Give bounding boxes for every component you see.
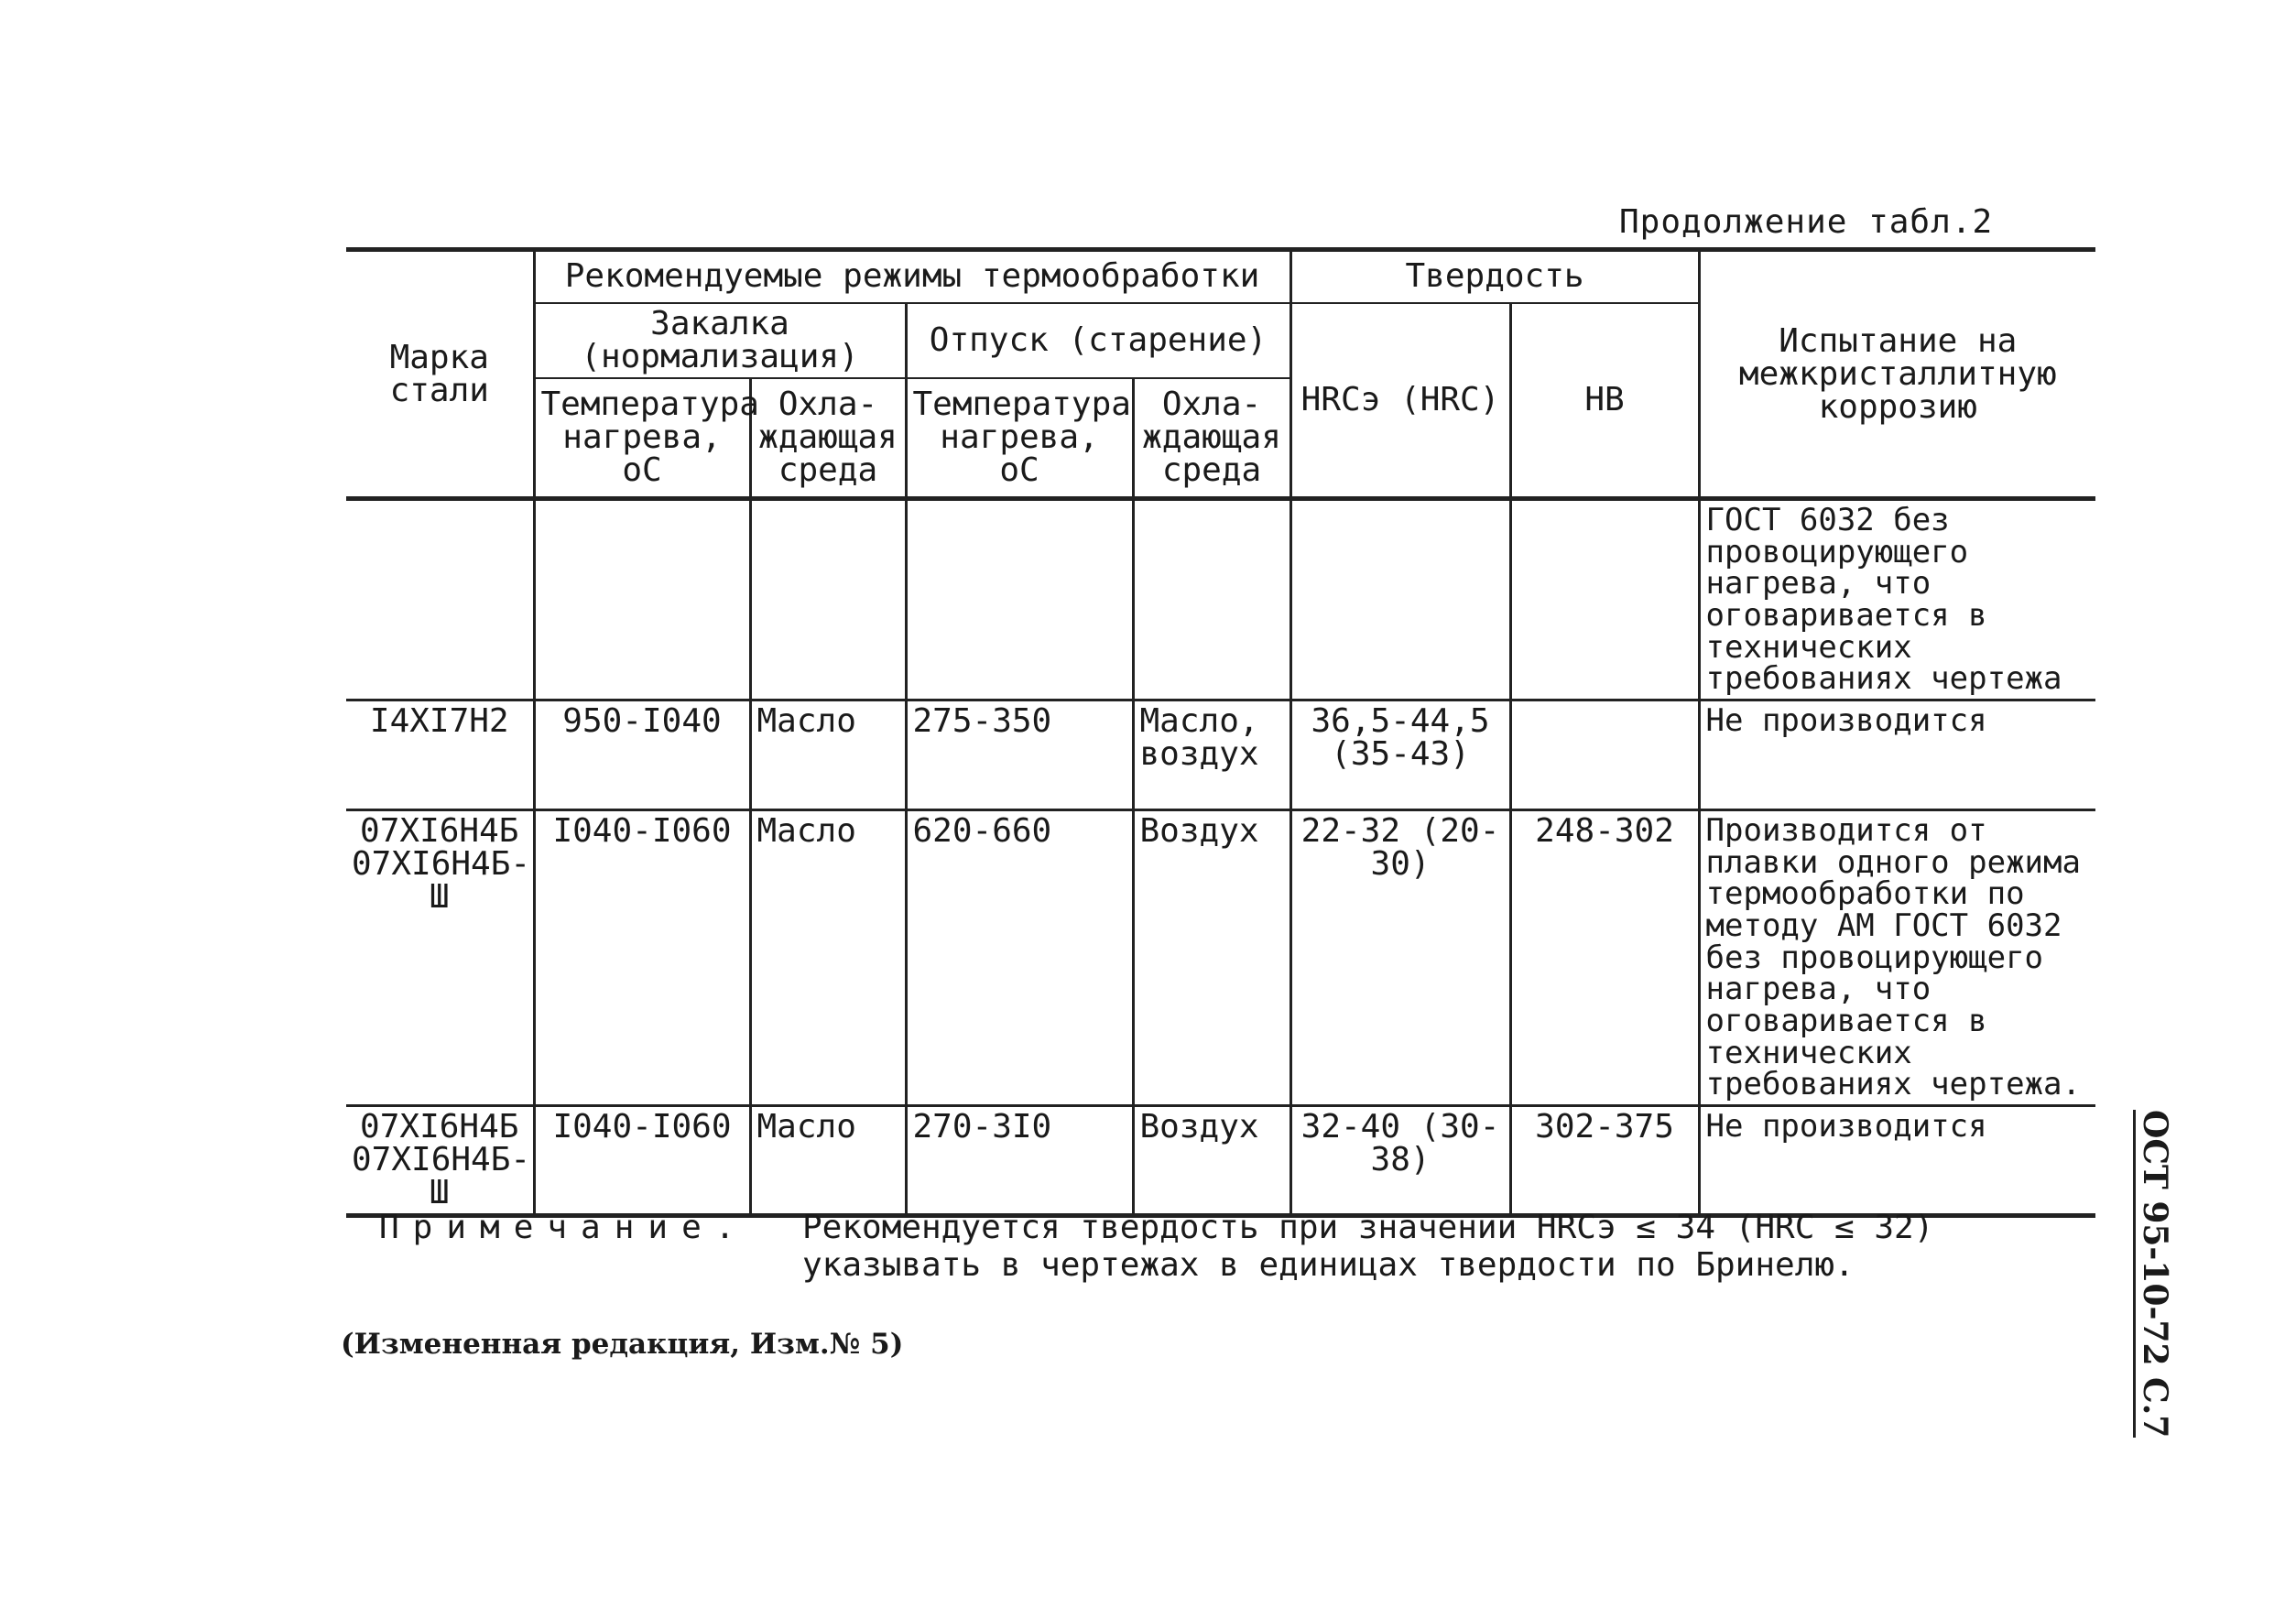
cell-grade: 07XI6H4Б 07XI6H4Б-Ш — [346, 1106, 534, 1216]
cell-hrc: 22-32 (20-30) — [1290, 810, 1510, 1106]
header-temper-temperature: Температура нагрева, оС — [906, 378, 1133, 499]
note-label: Примечание. — [379, 1209, 749, 1246]
table-row — [346, 810, 2095, 1106]
table-row — [346, 499, 2095, 700]
cell-temper-medium: Воздух — [1133, 810, 1290, 1106]
cell-quench-medium: Масло — [750, 810, 906, 1106]
cell-corrosion-test: ГОСТ 6032 без провоцирующего нагрева, что оговаривается в технических требованиях чертежа — [1699, 499, 2095, 700]
header-grade: Марка стали — [346, 250, 534, 499]
header-quench: Закалка (нормализация) — [534, 303, 906, 378]
cell-temper-medium: Масло, воздух — [1133, 700, 1290, 810]
table-continuation-label: Продолжение табл.2 — [1619, 203, 1994, 241]
header-temper-medium: Охла-ждающая среда — [1133, 378, 1290, 499]
header-quench-medium: Охла-ждающая среда — [750, 378, 906, 499]
cell-quench-temperature — [534, 499, 750, 700]
cell-temper-temperature — [906, 499, 1133, 700]
cell-hrc: 32-40 (30-38) — [1290, 1106, 1510, 1216]
cell-temper-temperature: 275-350 — [906, 700, 1133, 810]
cell-hb: 302-375 — [1510, 1106, 1699, 1216]
cell-temper-temperature: 270-3I0 — [906, 1106, 1133, 1216]
header-hb: HB — [1510, 303, 1699, 499]
cell-quench-temperature: I040-I060 — [534, 1106, 750, 1216]
cell-corrosion-test: Не производится — [1699, 1106, 2095, 1216]
document-code-text: ОСТ 95-10-72 С.7 — [2133, 1110, 2174, 1438]
cell-quench-medium: Масло — [750, 1106, 906, 1216]
cell-quench-medium: Масло — [750, 700, 906, 810]
document-code — [2136, 1110, 2174, 1439]
cell-hb — [1510, 700, 1699, 810]
cell-quench-temperature: I040-I060 — [534, 810, 750, 1106]
heat-treatment-table — [346, 247, 2095, 1218]
cell-hb: 248-302 — [1510, 810, 1699, 1106]
cell-grade: 07XI6H4Б 07XI6H4Б-Ш — [346, 810, 534, 1106]
cell-temper-medium — [1133, 499, 1290, 700]
table-row — [346, 1106, 2095, 1216]
cell-quench-medium — [750, 499, 906, 700]
header-hrc: HRCэ (HRC) — [1290, 303, 1510, 499]
header-hardness: Твердость — [1290, 250, 1699, 303]
cell-temper-medium: Воздух — [1133, 1106, 1290, 1216]
cell-corrosion-test: Производится от плавки одного режима термообработки по методу АМ ГОСТ 6032 без провоцирующего нагрева, что оговаривается в технических требованиях чертежа. — [1699, 810, 2095, 1106]
cell-hrc — [1290, 499, 1510, 700]
header-corrosion-test: Испытание на межкристаллитную коррозию — [1699, 250, 2095, 499]
header-quench-temperature: Температура нагрева, оС — [534, 378, 750, 499]
table-row — [346, 700, 2095, 810]
cell-quench-temperature: 950-I040 — [534, 700, 750, 810]
cell-grade — [346, 499, 534, 700]
header-treatment-modes: Рекомендуемые режимы термообработки — [534, 250, 1290, 303]
note-text: Рекомендуется твердость при значении HRCэ ≤ 34 (HRC ≤ 32) указывать в чертежах в единицах твердости по Бринелю. — [802, 1209, 1934, 1285]
cell-corrosion-test: Не производится — [1699, 700, 2095, 810]
revision-note: (Измененная редакция, Изм.№ 5) — [341, 1328, 904, 1361]
cell-temper-temperature: 620-660 — [906, 810, 1133, 1106]
cell-grade: I4XI7H2 — [346, 700, 534, 810]
cell-hb — [1510, 499, 1699, 700]
header-temper: Отпуск (старение) — [906, 303, 1290, 378]
cell-hrc: 36,5-44,5 (35-43) — [1290, 700, 1510, 810]
